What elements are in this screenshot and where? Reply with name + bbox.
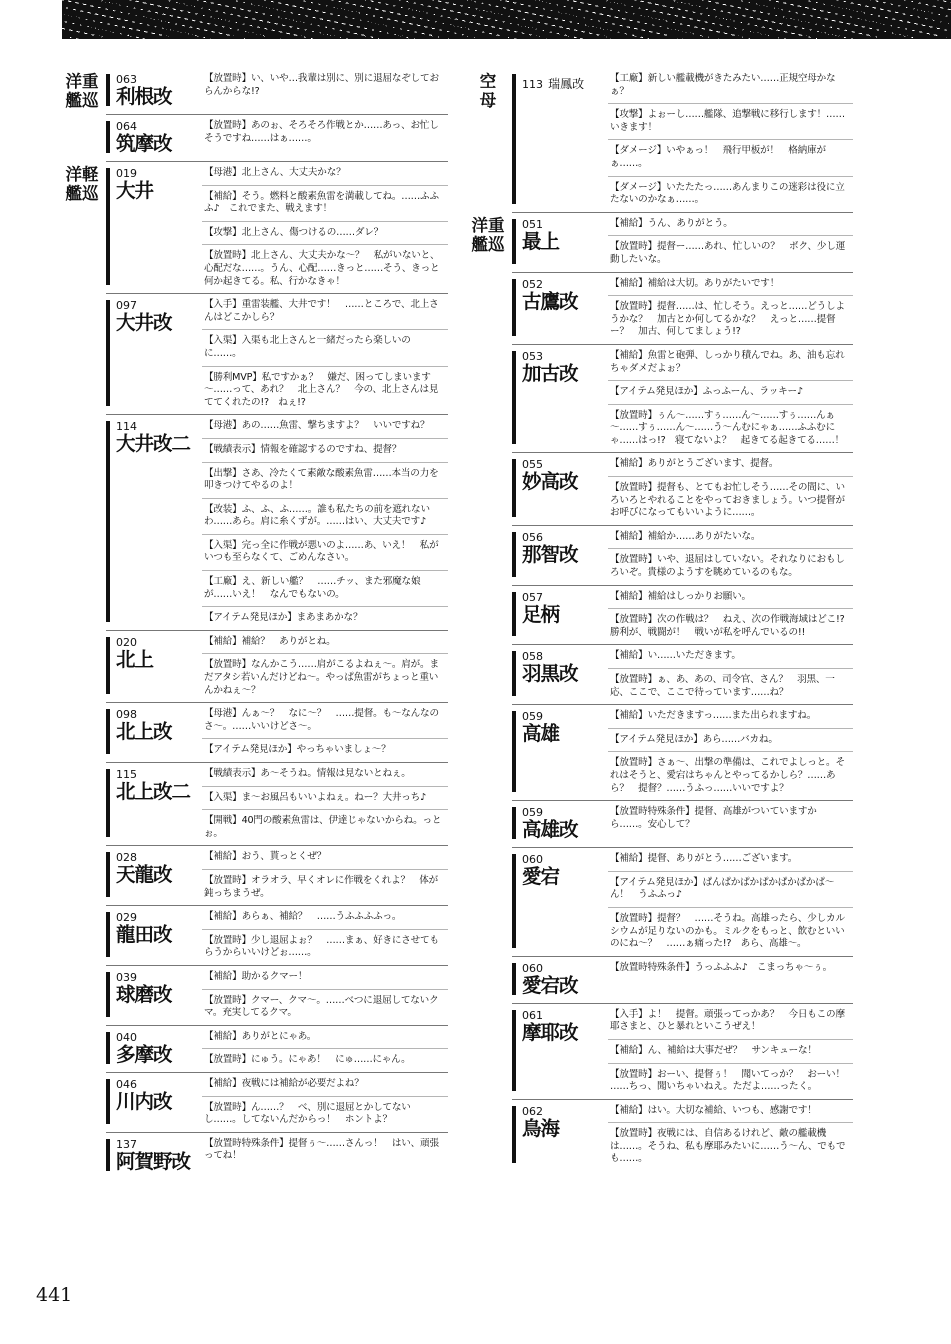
quote-list [608,273,853,344]
quote-line: 【放置時】クマー、クマ～。……べつに退屈してないクマ。充実してるクマ。 [202,989,448,1025]
ship-heading [512,273,608,344]
ship-type-block [62,68,448,161]
ship-type-block [468,68,853,212]
ship-number: 114 [116,420,137,434]
quote-list [202,703,448,762]
ship-number: 053 [522,349,543,363]
quote-list [202,966,448,1025]
quote-line: 【補給】はい。大切な補給、いつも、感謝です！ [610,1104,817,1116]
ship-number: 039 [116,970,137,984]
quote-line: 【入渠】入渠も北上さんと一緒だったら楽しいのに……。 [202,329,448,365]
ship-name: 高雄 [522,722,560,746]
ship-type-block [468,212,853,1171]
quote-list [608,345,853,453]
ship-number: 040 [116,1030,137,1044]
quote-line: 【母港】北上さん、大丈夫かな？ [204,167,346,178]
ship-name: 足柄 [522,602,560,626]
ship-number: 056 [522,530,543,544]
ship-entry [512,847,853,956]
ship-number: 064 [116,120,137,133]
quote-line: 【補給】夜戦には補給が必要だよね？ [204,1077,364,1089]
quote-line: 【放置時】ぁ、あ、あの、司令官、さん？ 羽黒、一応、ここで、ここで待っています……ね？ [608,668,853,704]
ship-entry [106,845,448,905]
quote-list [608,957,853,1003]
quote-line: 【アイテム発見ほか】ふっふーん、ラッキー♪ [608,380,853,404]
ship-type-label-line: 空 [479,72,497,91]
quote-line: 【アイテム発見ほか】やっちゃいましょ～？ [202,738,448,762]
ship-entry [512,452,853,524]
quote-line: 【放置時特殊条件】提督、高雄がついていますから……。安心して？ [610,806,817,830]
ship-number: 059 [522,710,543,724]
quote-line: 【補給】ありがとうございます、提督。 [610,458,779,470]
ship-number: 019 [116,167,137,180]
ship-name: 羽黒改 [522,662,578,686]
ship-entry [106,965,448,1025]
quote-list [202,906,448,965]
quote-line: 【補給】補給？ ありがとね。 [204,635,336,647]
page-number: 441 [36,1284,73,1306]
quote-line: 【放置時】ぅん～……すぅ……ん～……すぅ……んぁ～……すぅ……ん～……う～んむにゃぁ……ふふむにゃ……はっ!? 寝てないよ？ 起きてる起きてる……！ [608,404,853,453]
ship-entry [512,1099,853,1171]
ship-number: 059 [522,806,543,820]
quote-line: 【放置時】北上さん、大丈夫かな～？ 私がいないと、心配だな……。うん、心配……きっと……そう、きっと何か起きてる。私、行かなきゃ！ [202,244,448,293]
quote-line: 【放置時】オラオラ、早くオレに作戦をくれよ？ 体が鈍っちまうぜ。 [202,869,448,905]
quote-list [202,1133,448,1179]
quote-line: 【入渠】ま～お風呂もいいよねぇ。ねー？大井っち♪ [202,786,448,810]
ship-entry [106,630,448,702]
ship-name: 川内改 [116,1089,172,1113]
quote-list [202,415,448,630]
ship-type-label-line: 洋重 [471,215,505,235]
quote-line: 【工廠】新しい艦載機がきたみたい……正規空母かなぁ？ [610,73,836,97]
ship-name: 大井 [116,179,154,202]
ship-name: 瑞鳳改 [548,77,585,91]
ship-name: 筑摩改 [116,132,172,155]
quote-line: 【補給】おう、貰っとくぜ？ [204,851,327,863]
ship-name: 愛宕改 [522,973,578,997]
ship-name: 球磨改 [116,982,172,1006]
ship-entry [512,956,853,1003]
quote-line: 【放置時】少し退屈よぉ？ ……まぁ、好きにさせてもらうからいいけどぉ……。 [202,929,448,965]
ship-heading [106,294,202,414]
ship-number: 028 [116,851,137,865]
quote-list [202,294,448,414]
ship-number: 097 [116,299,137,313]
ship-heading [106,68,202,114]
quote-line: 【補給】あらぁ、補給？ ……うふふふふっ。 [204,911,402,923]
quote-line: 【補給】魚雷と砲弾、しっかり積んでね。あ、油も忘れちゃダメだよぉ？ [610,349,845,374]
quote-line: 【アイテム発見ほか】あら……バカね。 [608,728,853,752]
quote-line: 【放置時】にゅう。にゃあ！ にゅ……にゃん。 [202,1048,448,1072]
ship-entry [512,212,853,272]
ship-name: 鳥海 [522,1116,560,1140]
ship-name: 北上改 [116,720,172,744]
ship-entry [106,161,448,293]
ship-heading [106,763,202,845]
quote-line: 【入手】よ！ 提督。頑張ってっかあ？ 今日もこの摩耶さまと、ひと暴れといこうぜえ！ [610,1008,845,1033]
ship-name: 多摩改 [116,1042,172,1066]
ship-number: 052 [522,277,543,291]
quote-list [202,846,448,905]
ship-number: 051 [522,217,543,231]
ship-type-label-line: 艦巡 [65,91,99,110]
quote-line: 【補給】補給はしっかりお願い。 [610,590,751,602]
ship-name: 北上 [116,647,154,671]
quote-list [608,645,853,704]
ship-number: 061 [522,1008,543,1022]
quote-line: 【母港】あの……魚雷、撃ちますよ？ いいですね？ [204,420,430,432]
ship-heading [106,631,202,702]
ship-name: 加古改 [522,361,578,385]
quote-list [202,68,448,114]
ship-heading [106,1026,202,1072]
quote-list [608,1100,853,1171]
ship-name: 北上改二 [116,780,191,803]
ship-name: 阿賀野改 [116,1149,191,1173]
quote-line: 【アイテム発見ほか】まあまあかな？ [202,606,448,630]
ship-entry [512,644,853,704]
ship-heading [512,848,608,956]
ship-number: 055 [522,458,543,472]
quote-list [202,763,448,845]
ship-entry [512,704,853,800]
quote-line: 【補給】い……いただきます。 [610,650,741,662]
ship-entry [106,1072,448,1132]
quote-line: 【戦績表示】情報を確認するのですね、提督？ [202,438,448,462]
quote-line: 【補給】ありがとにゃあ。 [204,1030,317,1042]
quote-list [608,586,853,645]
ship-heading [512,645,608,704]
quote-list [202,1073,448,1132]
ship-entry [106,68,448,114]
ship-name: 大井改二 [116,432,191,456]
quote-line: 【戦績表示】あ～そうね。情報は見ないとねぇ。 [204,768,411,779]
ship-name: 摩耶改 [522,1020,578,1044]
ship-number: 098 [116,708,137,722]
ship-heading [512,345,608,453]
ship-heading [512,1100,608,1171]
ship-name: 那智改 [522,542,578,566]
quote-line: 【アイテム発見ほか】ぱんぱかぱかぱかぱかぱかぱ～ん！ うふふっ♪ [608,871,853,907]
quote-line: 【放置時】さぁ～、出撃の準備は、これでよしっと。それはそうと、愛宕はちゃんとやってるかしら？……あら？ 提督？……うふっ……いいですよ？ [608,751,853,800]
ship-heading [106,415,202,630]
ship-heading [512,705,608,800]
ship-type-label [468,216,508,254]
ship-number: 057 [522,590,543,604]
quote-line: 【放置時特殊条件】うっふふふ♪ こまっちゃ～ぅ。 [610,961,832,973]
ship-heading [512,1004,608,1099]
quote-line: 【補給】そう。燃料と酸素魚雷を満載してね。……ふふふ♪ これでまた、戦えます！ [202,185,448,221]
quote-line: 【放置時特殊条件】提督ぅ～……さんっ！ はい、頑張ってね！ [204,1137,439,1162]
ship-entry [512,525,853,585]
quote-line: 【出撃】さあ、冷たくて素敵な酸素魚雷……本当の力を叩きつけてやるのよ！ [202,462,448,498]
quote-line: 【工廠】え、新しい艦？ ……チッ、また邪魔な娘が……いえ！ なんでもないの。 [202,570,448,606]
quote-list [608,1004,853,1099]
quote-line: 【攻撃】北上さん、傷つけるの……ダレ？ [202,221,448,245]
ship-name: 愛宕 [522,865,560,889]
ship-type-label-line: 母 [479,91,497,110]
quote-line: 【放置時】次の作戦は？ ねえ、次の作戦海域はどこ!? 勝利が、戦闘が！ 戦いが私を呼んでいるの!! [608,608,853,644]
quote-list [608,526,853,585]
ship-entry [512,272,853,344]
quote-line: 【放置時】提督……は、忙しそう。えっと……どうしようかな？ 加古とか何してるかな？ えっと……提督ー？ 加古、何してましょう!? [608,295,853,344]
ship-entry [512,1003,853,1099]
quote-line: 【母港】んぁ～？ なに～？ ……提督。も～なんなのさ～。……いいけどさ～。 [204,708,439,732]
ship-number: 060 [522,853,543,867]
quote-line: 【放置時】夜戦には、自信あるけれど、敵の艦載機は……。そうね、私も摩耶みたいに……う～ん、でもでも……。 [608,1122,853,1171]
ship-number: 137 [116,1137,137,1151]
quote-list [608,848,853,956]
quote-list [608,801,853,847]
ship-heading [106,1133,202,1179]
ship-heading [106,162,202,293]
ship-name: 利根改 [116,85,172,108]
ship-entry [106,905,448,965]
quote-line: 【攻撃】よぉーし……艦隊、追撃戦に移行します！……いきます！ [608,103,853,139]
ship-heading [512,801,608,847]
ship-heading [106,906,202,965]
ship-number: 113 [522,78,543,91]
quote-line: 【放置時】なんかこう……肩がこるよねぇ～。肩が。まだアタシ若いんだけどね～。やっぱ魚雷がちょっと重いんかねぇ～？ [202,653,448,702]
ship-number: 063 [116,73,137,86]
quote-line: 【改装】ふ、ふ、ふ……。誰も私たちの前を遮れないわ……あら。肩に糸くずが。……はい、大丈夫です♪ [202,498,448,534]
quote-line: 【放置時】いや、退屈はしていない。それなりにおもしろいぞ。貴様のようすを眺めているのもな。 [608,548,853,584]
ship-heading [106,115,202,161]
quote-list [608,453,853,524]
ship-heading [512,526,608,585]
ship-entry [106,414,448,630]
ship-entry [106,293,448,414]
ship-entry [512,800,853,847]
right-column [468,68,853,1171]
quote-line: 【放置時】ん……？ べ、別に退屈とかしてないし……。してないんだからっ！ ホントよ？ [202,1096,448,1132]
decorative-header-band [62,0,951,39]
quote-line: 【補給】うん、ありがとう。 [610,217,733,229]
ship-type-block [62,161,448,1179]
ship-name: 天龍改 [116,863,172,887]
ship-number: 060 [522,961,543,975]
ship-number: 046 [116,1077,137,1091]
ship-heading [512,213,608,272]
ship-heading [512,957,608,1003]
ship-name: 龍田改 [116,923,172,947]
quote-line: 【放置時】提督？ ……そうね。高雄ったら、少しカルシウムが足りないのかも。ミルクをもっと、飲むといいのにね～？ ……ぁ痛った!? あら、高雄～。 [608,907,853,956]
ship-number: 029 [116,911,137,925]
quote-list [202,631,448,702]
quote-line: 【放置時】おーい、提督ぅ！ 聞いてっか？ おーい！ ……ちっ、聞いちゃいねえ。ただよ……ったく。 [608,1063,853,1099]
ship-type-label-line: 洋軽 [65,165,99,184]
ship-name: 高雄改 [522,818,578,842]
ship-type-label-line: 艦巡 [65,184,99,203]
quote-line: 【補給】補給か……ありがたいな。 [610,530,761,542]
quote-line: 【放置時】あのぉ、そろそろ作戦とか……あっ、お忙しそうですね……はぁ……。 [204,120,439,144]
quote-line: 【補給】いただきますっ……また出られますね。 [610,710,817,722]
ship-heading [106,966,202,1025]
quote-line: 【ダメージ】いたたたっ……あんまりこの迷彩は役に立たないのかなぁ……。 [608,176,853,212]
ship-entry [106,1132,448,1179]
quote-line: 【放置時】い、いや…我輩は別に、別に退屈なぞしておらんからな!? [204,73,439,97]
quote-list [608,68,853,212]
ship-heading [106,1073,202,1132]
ship-entry [512,585,853,645]
ship-name: 大井改 [116,311,172,335]
ship-type-label [62,165,102,203]
ship-type-label [62,72,102,110]
quote-line: 【補給】助かるクマー！ [204,970,308,982]
quote-line: 【勝利MVP】私ですかぁ？ 嫌だ、困ってしまいます～……って、あれ？ 北上さん？ 今の、北上さんは見ててくれたの!? ねぇ!? [202,366,448,415]
quote-list [608,705,853,800]
quote-line: 【入渠】完っ全に作戦が悪いのよ……あ、いえ！ 私がいつも至らなくて、ごめんなさい。 [202,534,448,570]
quote-line: 【放置時】提督ー……あれ、忙しいの？ ボク、少し運動したいな。 [608,235,853,271]
ship-entry [106,114,448,161]
quote-list [608,213,853,272]
ship-name: 妙高改 [522,470,578,494]
ship-entry [106,762,448,845]
quote-line: 【補給】補給は大切。ありがたいです！ [610,277,780,289]
ship-heading [106,846,202,905]
ship-entry [106,1025,448,1072]
quote-line: 【補給】ん、補給は大事だぜ？ サンキューな！ [608,1039,853,1063]
quote-line: 【開戦】40門の酸素魚雷は、伊達じゃないからね。っとぉ。 [202,809,448,845]
ship-name: 最上 [522,229,560,253]
quote-line: 【放置時】提督も、とてもお忙しそう……その間に、いろいろとやれることをやっておきましょう。いつ提督がお呼びになってもいいように……。 [608,476,853,525]
ship-heading [512,68,608,212]
ship-type-label-line: 艦巡 [471,234,505,254]
ship-type-label [468,72,508,110]
ship-entry [512,344,853,453]
left-column [62,68,448,1179]
ship-entry [106,702,448,762]
quote-list [202,1026,448,1072]
quote-list [202,162,448,293]
ship-name: 古鷹改 [522,289,578,313]
ship-number: 062 [522,1104,543,1118]
ship-heading [512,453,608,524]
ship-type-label-line: 洋重 [65,72,99,91]
ship-number: 115 [116,768,137,781]
ship-heading [106,703,202,762]
ship-entry [512,68,853,212]
quote-line: 【ダメージ】いやぁっ！ 飛行甲板が！ 格納庫がぁ……。 [608,139,853,175]
quote-list [202,115,448,161]
quote-line: 【補給】提督、ありがとう……ございます。 [610,853,798,865]
ship-heading [512,586,608,645]
ship-number: 058 [522,650,543,664]
quote-line: 【入手】重雷装艦、大井です！ ……ところで、北上さんはどこかしら？ [204,299,439,323]
ship-number: 020 [116,635,137,649]
